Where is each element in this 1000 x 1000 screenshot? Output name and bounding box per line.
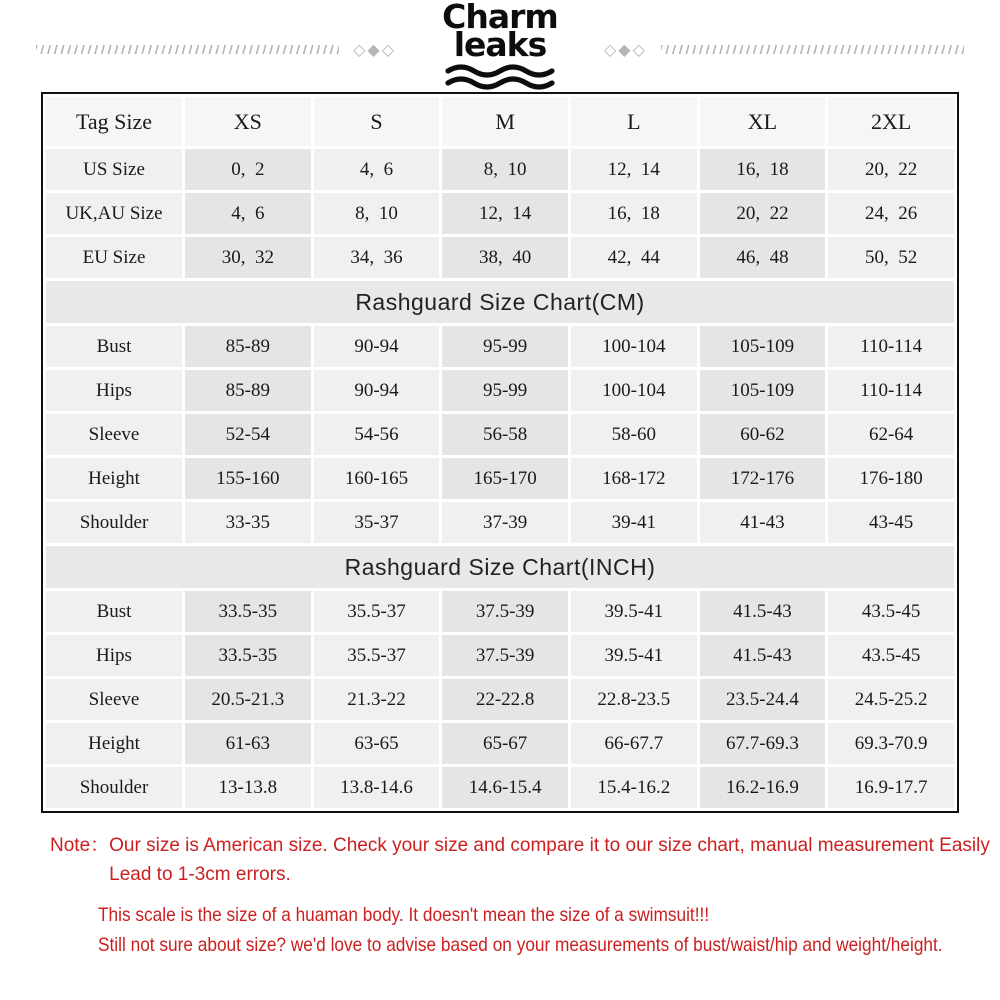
- table-row: [46, 193, 954, 234]
- table-cell: 33-35: [185, 502, 311, 543]
- table-cell: 60-62: [700, 414, 826, 455]
- cm-section-row: [46, 281, 954, 323]
- table-cell: 4, 6: [314, 149, 440, 190]
- table-cell: 20, 22: [828, 149, 954, 190]
- table-cell: 15.4-16.2: [571, 767, 697, 808]
- table-cell: 33.5-35: [185, 591, 311, 632]
- header-cell: Tag Size: [46, 97, 182, 146]
- table-cell: 23.5-24.4: [700, 679, 826, 720]
- note-row: [50, 832, 990, 889]
- header-cell: 2XL: [828, 97, 954, 146]
- table-cell: 30, 32: [185, 237, 311, 278]
- header-cell: S: [314, 97, 440, 146]
- row-label-cell: Sleeve: [46, 679, 182, 720]
- table-cell: 62-64: [828, 414, 954, 455]
- table-cell: 24, 26: [828, 193, 954, 234]
- table-cell: 8, 10: [442, 149, 568, 190]
- table-cell: 12, 14: [571, 149, 697, 190]
- table-cell: 66-67.7: [571, 723, 697, 764]
- section-title: Rashguard Size Chart(INCH): [46, 546, 954, 588]
- row-label-cell: Height: [46, 458, 182, 499]
- table-cell: 37.5-39: [442, 635, 568, 676]
- table-row: [46, 149, 954, 190]
- table-row: [46, 635, 954, 676]
- note-line-4: Still not sure about size? we'd love to advise based on your measurements of bust/waist/hip and weight/height.: [98, 934, 943, 956]
- note-line-3: This scale is the size of a huaman body. It doesn't mean the size of a swimsuit!!!: [98, 904, 710, 926]
- table-cell: 105-109: [700, 370, 826, 411]
- header-cell: XS: [185, 97, 311, 146]
- table-cell: 37.5-39: [442, 591, 568, 632]
- row-label-cell: EU Size: [46, 237, 182, 278]
- table-cell: 85-89: [185, 326, 311, 367]
- row-label-cell: Bust: [46, 326, 182, 367]
- table-cell: 20.5-21.3: [185, 679, 311, 720]
- note-line-1: Our size is American size. Check your size and compare it to our size chart, manual measurement Easily: [109, 835, 990, 856]
- table-cell: 54-56: [314, 414, 440, 455]
- diamond-ornament-right-icon: ◇◆◇: [604, 39, 647, 59]
- table-cell: 42, 44: [571, 237, 697, 278]
- inch-section-row: [46, 546, 954, 588]
- table-cell: 8, 10: [314, 193, 440, 234]
- table-cell: 16.9-17.7: [828, 767, 954, 808]
- table-cell: 50, 52: [828, 237, 954, 278]
- header-cell: XL: [700, 97, 826, 146]
- note-label: Note：: [50, 835, 110, 856]
- table-cell: 41-43: [700, 502, 826, 543]
- note-body: [109, 832, 990, 889]
- table-cell: 41.5-43: [700, 635, 826, 676]
- header-cell: L: [571, 97, 697, 146]
- table-header-row: [46, 97, 954, 146]
- table-cell: 35-37: [314, 502, 440, 543]
- table-cell: 24.5-25.2: [828, 679, 954, 720]
- table-row: [46, 767, 954, 808]
- table-cell: 160-165: [314, 458, 440, 499]
- table-cell: 52-54: [185, 414, 311, 455]
- table-cell: 61-63: [185, 723, 311, 764]
- table-cell: 14.6-15.4: [442, 767, 568, 808]
- table-cell: 105-109: [700, 326, 826, 367]
- table-cell: 43.5-45: [828, 635, 954, 676]
- table-cell: 22.8-23.5: [571, 679, 697, 720]
- table-row: [46, 679, 954, 720]
- table-cell: 39-41: [571, 502, 697, 543]
- table-cell: 100-104: [571, 326, 697, 367]
- table-row: [46, 414, 954, 455]
- note-line-2: Lead to 1-3cm errors.: [109, 863, 291, 885]
- table-cell: 90-94: [314, 326, 440, 367]
- table-cell: 63-65: [314, 723, 440, 764]
- table-cell: 20, 22: [700, 193, 826, 234]
- table-cell: 13-13.8: [185, 767, 311, 808]
- table-cell: 38, 40: [442, 237, 568, 278]
- table-cell: 41.5-43: [700, 591, 826, 632]
- table-cell: 56-58: [442, 414, 568, 455]
- table-cell: 155-160: [185, 458, 311, 499]
- row-label-cell: Height: [46, 723, 182, 764]
- table-cell: 172-176: [700, 458, 826, 499]
- row-label-cell: Sleeve: [46, 414, 182, 455]
- table-cell: 176-180: [828, 458, 954, 499]
- table-cell: 39.5-41: [571, 591, 697, 632]
- table-cell: 4, 6: [185, 193, 311, 234]
- table-cell: 35.5-37: [314, 635, 440, 676]
- table-cell: 46, 48: [700, 237, 826, 278]
- table-cell: 16.2-16.9: [700, 767, 826, 808]
- table-cell: 35.5-37: [314, 591, 440, 632]
- table-cell: 100-104: [571, 370, 697, 411]
- table-cell: 22-22.8: [442, 679, 568, 720]
- table-cell: 95-99: [442, 370, 568, 411]
- note-section: [0, 813, 1000, 957]
- hatch-line-left-icon: [36, 45, 339, 54]
- table-cell: 43-45: [828, 502, 954, 543]
- table-cell: 34, 36: [314, 237, 440, 278]
- table-cell: 21.3-22: [314, 679, 440, 720]
- row-label-cell: UK,AU Size: [46, 193, 182, 234]
- table-row: [46, 502, 954, 543]
- hatch-line-right-icon: [661, 45, 964, 54]
- table-row: [46, 458, 954, 499]
- row-label-cell: Hips: [46, 635, 182, 676]
- table-cell: 13.8-14.6: [314, 767, 440, 808]
- logo-text-line1: Charm: [442, 0, 558, 37]
- row-label-cell: US Size: [46, 149, 182, 190]
- table-cell: 33.5-35: [185, 635, 311, 676]
- table-cell: 110-114: [828, 370, 954, 411]
- row-label-cell: Hips: [46, 370, 182, 411]
- table-cell: 37-39: [442, 502, 568, 543]
- table-cell: 43.5-45: [828, 591, 954, 632]
- table-cell: 65-67: [442, 723, 568, 764]
- header-cell: M: [442, 97, 568, 146]
- table-cell: 58-60: [571, 414, 697, 455]
- logo-text-line2: leaks: [453, 25, 547, 64]
- table-row: [46, 370, 954, 411]
- table-cell: 39.5-41: [571, 635, 697, 676]
- row-label-cell: Shoulder: [46, 502, 182, 543]
- table-cell: 85-89: [185, 370, 311, 411]
- section-title: Rashguard Size Chart(CM): [46, 281, 954, 323]
- table-cell: 168-172: [571, 458, 697, 499]
- table-row: [46, 326, 954, 367]
- table-cell: 90-94: [314, 370, 440, 411]
- size-chart-table: [41, 92, 959, 813]
- table-cell: 12, 14: [442, 193, 568, 234]
- brand-header: [0, 0, 1000, 92]
- row-label-cell: Shoulder: [46, 767, 182, 808]
- waves-icon: [441, 63, 559, 90]
- diamond-ornament-left-icon: ◇◆◇: [353, 39, 396, 59]
- table-cell: 16, 18: [571, 193, 697, 234]
- table-cell: 0, 2: [185, 149, 311, 190]
- table-cell: 69.3-70.9: [828, 723, 954, 764]
- table-cell: 165-170: [442, 458, 568, 499]
- row-label-cell: Bust: [46, 591, 182, 632]
- table-row: [46, 723, 954, 764]
- table-cell: 67.7-69.3: [700, 723, 826, 764]
- table-row: [46, 591, 954, 632]
- table-cell: 95-99: [442, 326, 568, 367]
- table-cell: 16, 18: [700, 149, 826, 190]
- table-cell: 110-114: [828, 326, 954, 367]
- table-row: [46, 237, 954, 278]
- brand-logo: [410, 2, 590, 89]
